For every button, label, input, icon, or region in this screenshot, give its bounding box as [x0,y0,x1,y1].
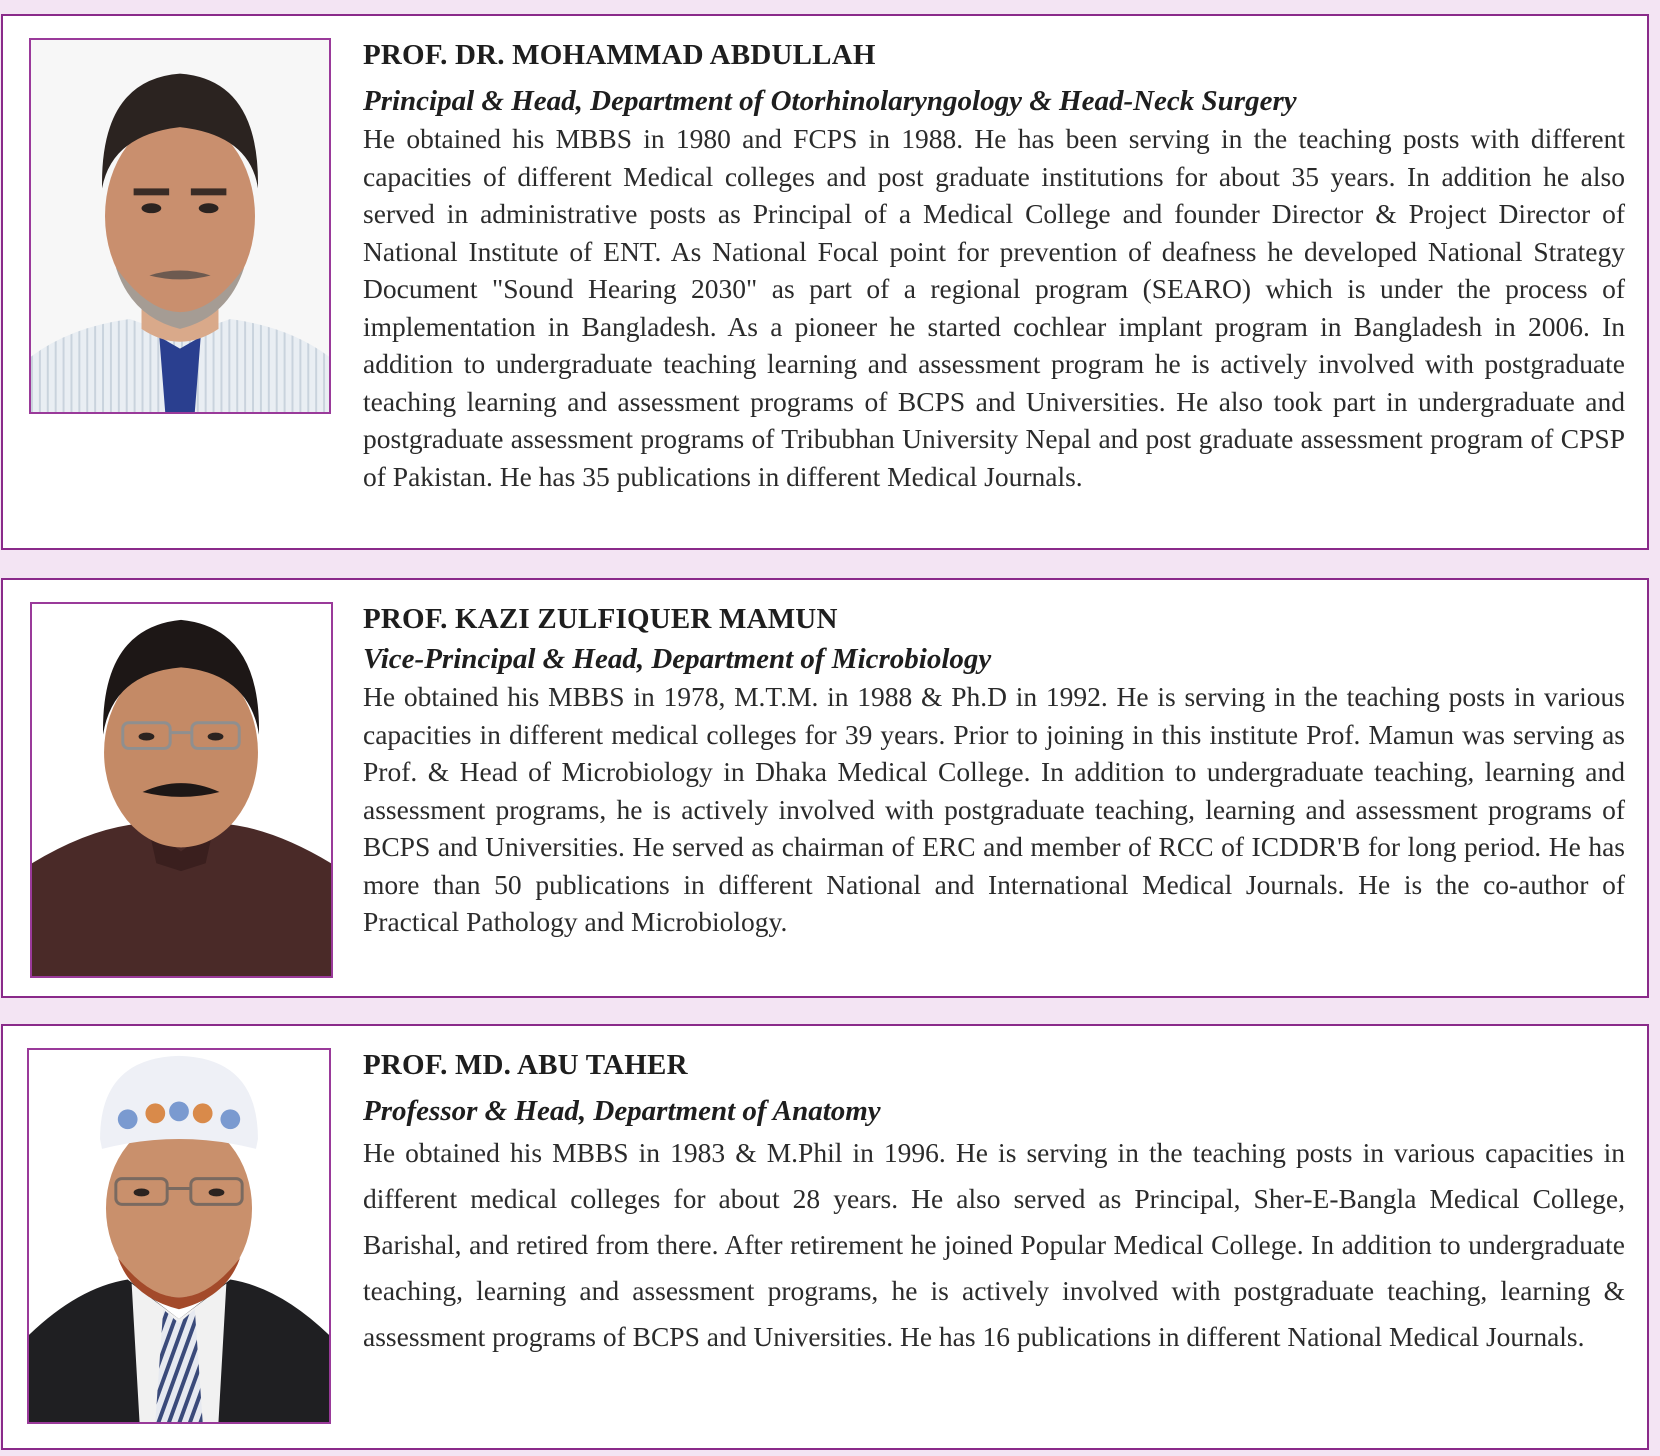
profile-bio: He obtained his MBBS in 1983 & M.Phil in 1996. He is serving in the teaching posts in various capacities in different medical colleges for about 28 years. He also served as Principal, Sher-E-Bangla Medical College, Barishal, and retired from there. After retirement he joined Popular Medical College. In addition to undergraduate teaching, learning and assessment programs, he is actively involved with postgraduate teaching, learning & assessment programs of BCPS and Universities. He has 16 publications in different National Medical Journals. [363,1137,1625,1352]
profile-text [363,36,1625,495]
profile-role: Principal & Head, Department of Otorhinolaryngology & Head-Neck Surgery [363,85,1297,117]
portrait-photo [30,602,333,978]
profile-bio: He obtained his MBBS in 1980 and FCPS in 1988. He has been serving in the teaching posts with different capacities of different Medical colleges and post graduate institutions for about 35 years. In addition he also served in administrative posts as Principal of a Medical College and founder Director & Project Director of National Institute of ENT. As National Focal point for prevention of deafness he developed National Strategy Document "Sound Hearing 2030" as part of a regional program (SEARO) which is under the process of implementation in Bangladesh. As a pioneer he started cochlear implant program in Bangladesh in 2006. In addition to undergraduate teaching learning and assessment program he is actively involved with postgraduate teaching learning and assessment programs of BCPS and Universities. He also took part in undergraduate and postgraduate assessment programs of Tribubhan University Nepal and post graduate assessment program of CPSP of Pakistan. He has 35 publications in different Medical Journals. [363,123,1625,492]
profile-card-abdullah [1,14,1649,550]
profile-card-mamun [1,578,1649,998]
profile-name: PROF. MD. ABU TAHER [363,1049,688,1081]
portrait-illustration [31,40,329,412]
portrait-photo [27,1048,331,1424]
profile-bio: He obtained his MBBS in 1978, M.T.M. in 1988 & Ph.D in 1992. He is serving in the teaching posts in various capacities in different medical colleges for 39 years. Prior to joining in this institute Prof. Mamun was serving as Prof. & Head of Microbiology in Dhaka Medical College. In addition to undergraduate teaching, learning and assessment programs, he is actively involved with postgraduate teaching, learning and assessment programs of BCPS and Universities. He served as chairman of ERC and member of RCC of ICDDR'B for long period. He has more than 50 publications in different National and International Medical Journals. He is the co-author of Practical Pathology and Microbiology. [363,681,1625,937]
profile-name: PROF. DR. MOHAMMAD ABDULLAH [363,39,876,71]
profile-text [363,600,1625,941]
profile-card-taher [1,1024,1649,1450]
profile-role: Professor & Head, Department of Anatomy [363,1095,881,1127]
profile-name: PROF. KAZI ZULFIQUER MAMUN [363,603,838,635]
portrait-photo [29,38,331,414]
profile-text [363,1046,1625,1360]
portrait-illustration [32,604,331,976]
portrait-illustration [29,1050,329,1422]
profile-role: Vice-Principal & Head, Department of Microbiology [363,643,992,675]
